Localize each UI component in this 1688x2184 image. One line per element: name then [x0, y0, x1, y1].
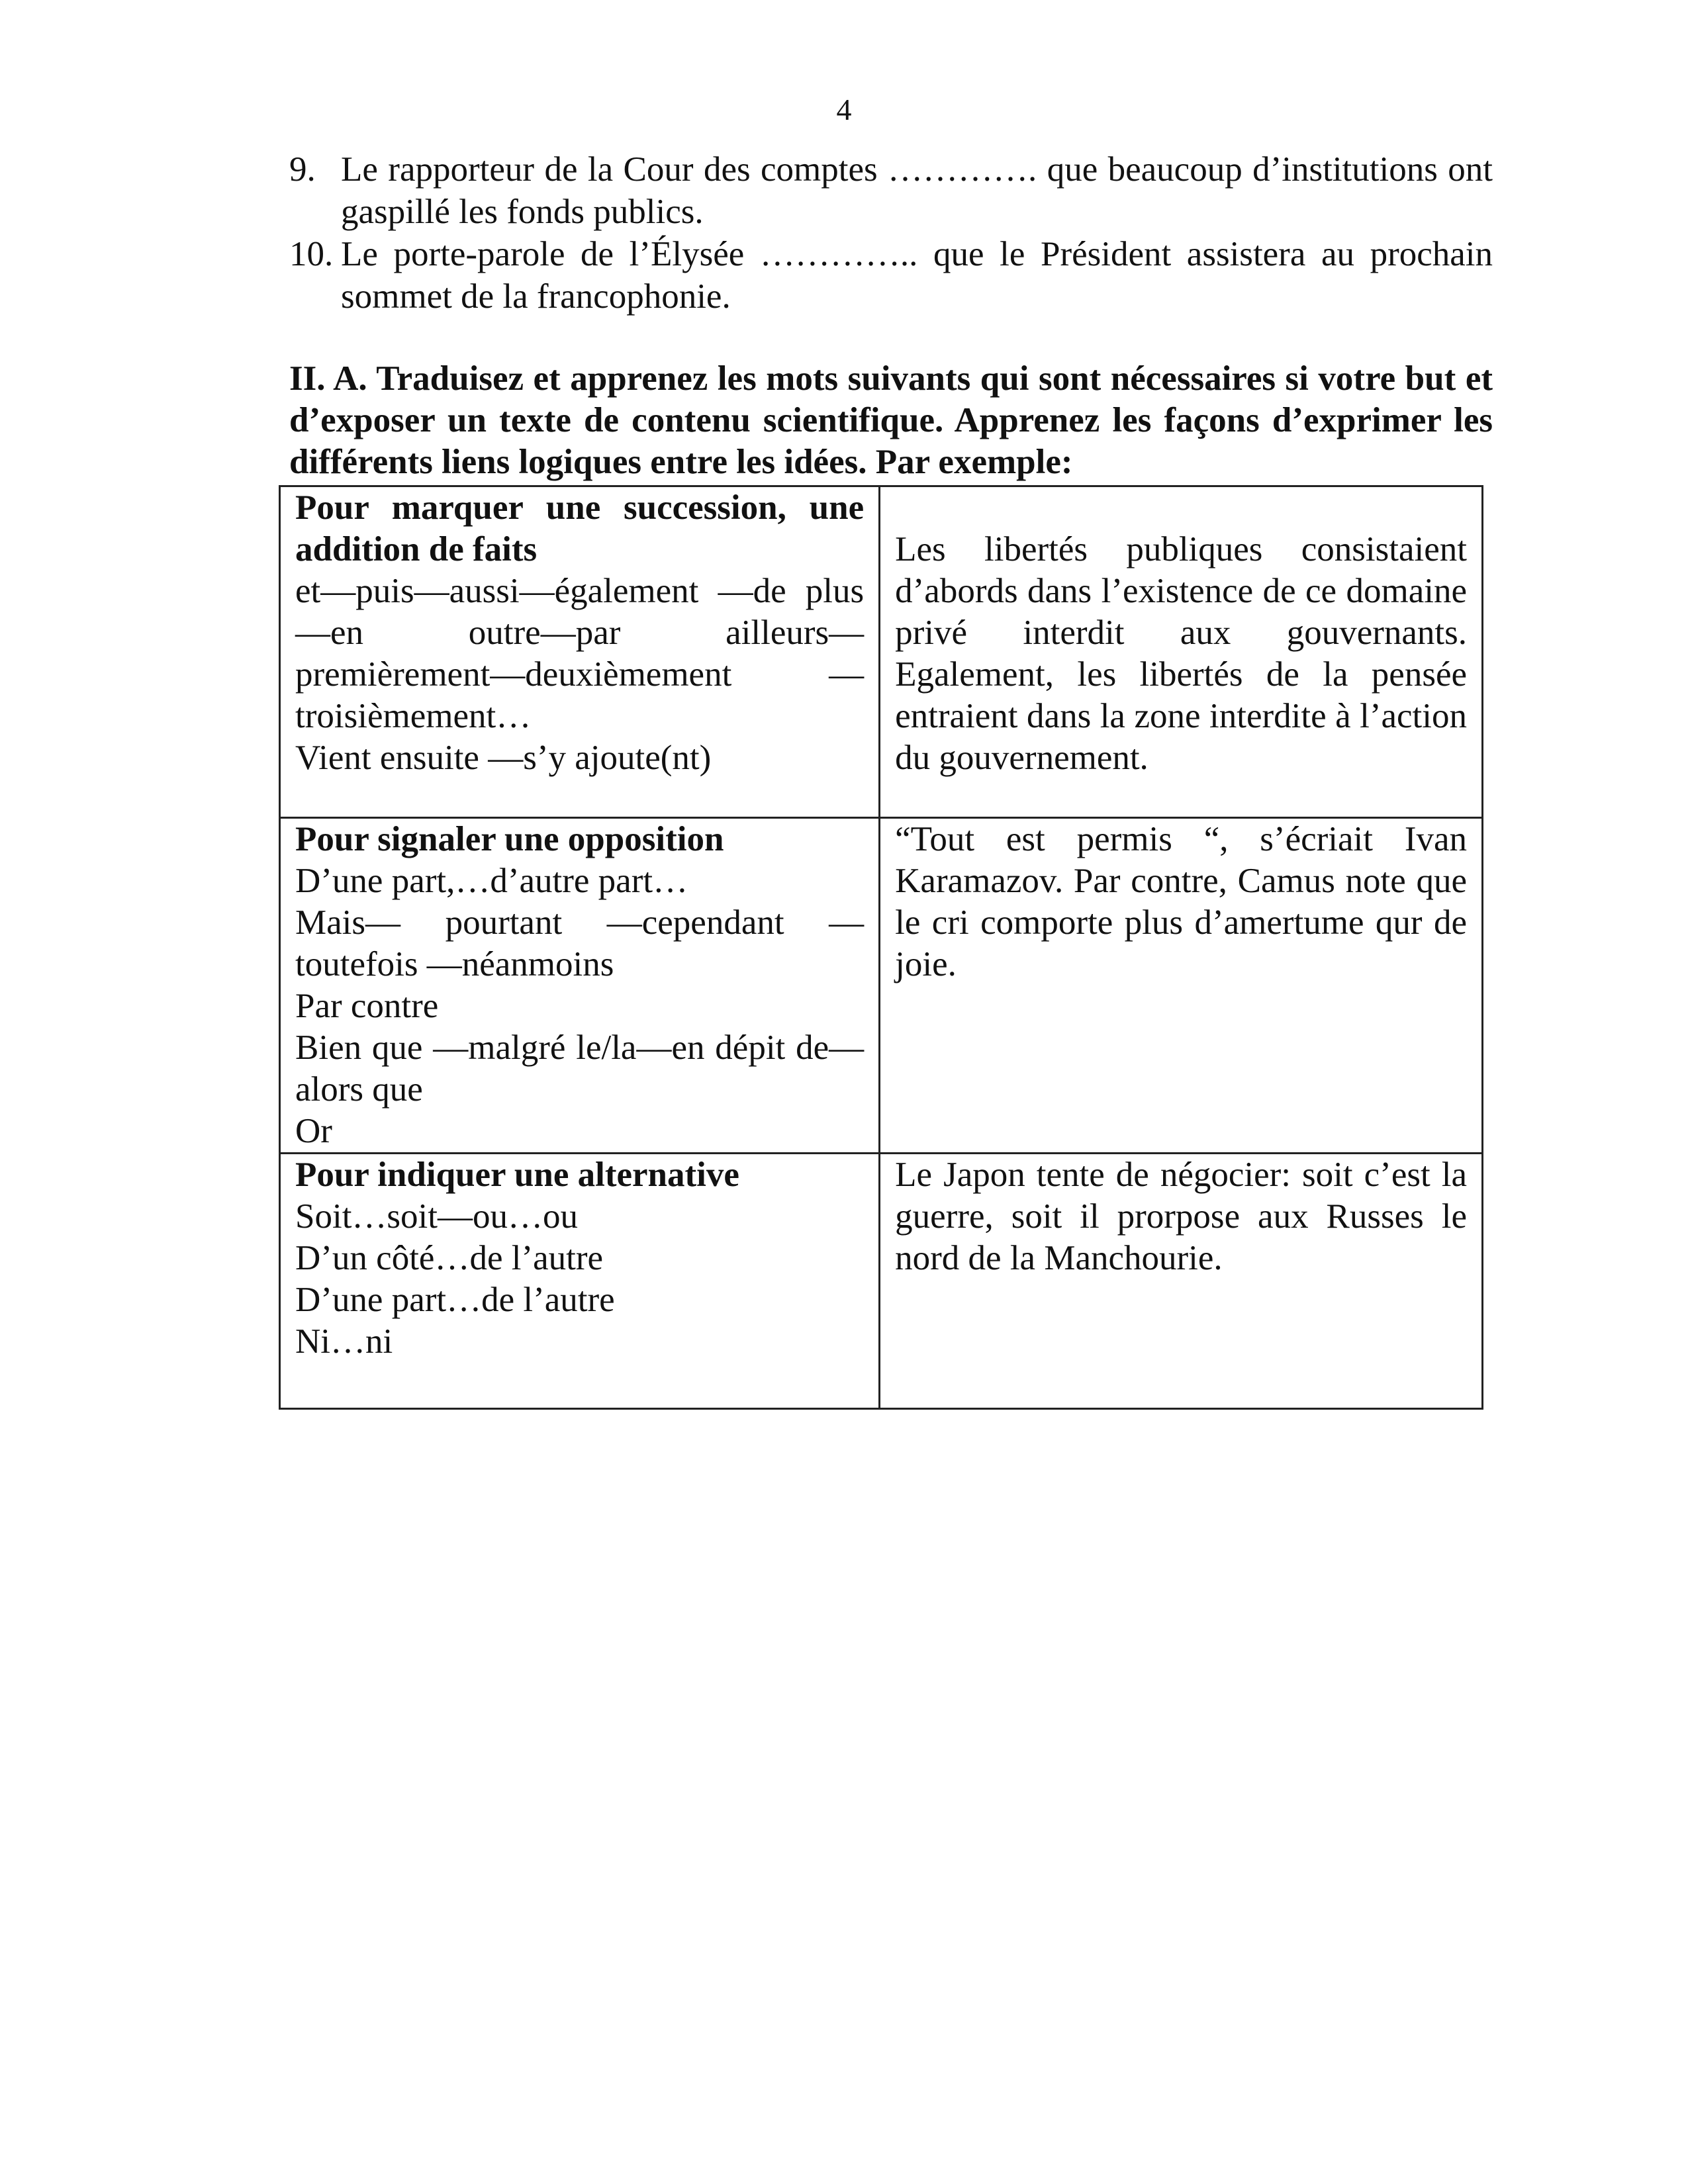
connector-line: Par contre — [295, 987, 439, 1025]
example-cell — [880, 486, 1483, 818]
connector-line: Ni…ni — [295, 1322, 393, 1361]
exercise-list — [289, 148, 1493, 318]
connector-line: D’une part,…d’autre part… — [295, 862, 688, 900]
section-heading: II. A. Traduisez et apprenez les mots suivants qui sont nécessaires si votre but et d’exposer un texte de contenu scientifique. Apprenez les façons d’exprimer les différents liens logiques entre les idées. Par exemple: — [289, 359, 1493, 481]
exercise-text: Le porte-parole de l’Élysée ………….. que le Président assistera au prochain sommet de la francophonie. — [341, 235, 1493, 316]
exercise-text: Le rapporteur de la Cour des comptes …………. que beaucoup d’institutions ont gaspillé les fonds publics. — [341, 150, 1493, 231]
exercise-number: 9. — [289, 150, 316, 189]
connectors-cell — [280, 1154, 880, 1409]
example-text: “Tout est permis “, s’écriait Ivan Karamazov. Par contre, Camus note que le cri comporte plus d’amertume qur de joie. — [895, 820, 1467, 983]
exercise-number: 10. — [289, 235, 334, 273]
connectors-cell — [280, 818, 880, 1154]
category-title: Pour signaler une opposition — [295, 820, 724, 858]
example-text: Le Japon tente de négocier: soit c’est la guerre, soit il prorpose aux Russes le nord de la Manchourie. — [895, 1156, 1467, 1277]
connector-line: Soit…soit—ou…ou — [295, 1197, 579, 1236]
connector-line: Bien que —malgré le/la—en dépit de— alors que — [295, 1028, 865, 1109]
table-row — [280, 818, 1483, 1154]
connector-line: et—puis—aussi—également —de plus—en outre—par ailleurs— premièrement—deuxièmement — troisièmement… — [295, 572, 865, 735]
connectors-cell — [280, 486, 880, 818]
table-row — [280, 486, 1483, 818]
exercise-item — [289, 148, 1493, 233]
page-number: 4 — [836, 93, 852, 126]
connector-line: Vient ensuite —s’y ajoute(nt) — [295, 739, 712, 777]
logical-connectors-table — [279, 485, 1483, 1410]
connector-line: D’une part…de l’autre — [295, 1281, 615, 1319]
example-cell — [880, 818, 1483, 1154]
connector-line: Mais— pourtant —cependant — toutefois —néanmoins — [295, 903, 865, 983]
category-title: Pour indiquer une alternative — [295, 1156, 739, 1194]
example-text: Les libertés publiques consistaient d’abords dans l’existence de ce domaine privé interdit aux gouvernants. Egalement, les libertés de la pensée entraient dans la zone interdite à l’action du gouvernement. — [895, 530, 1467, 777]
connector-line: Or — [295, 1112, 332, 1150]
table-row — [280, 1154, 1483, 1409]
connector-line: D’un côté…de l’autre — [295, 1239, 604, 1277]
exercise-item — [289, 233, 1493, 318]
example-cell — [880, 1154, 1483, 1409]
category-title: Pour marquer une succession, une addition de faits — [295, 488, 865, 569]
